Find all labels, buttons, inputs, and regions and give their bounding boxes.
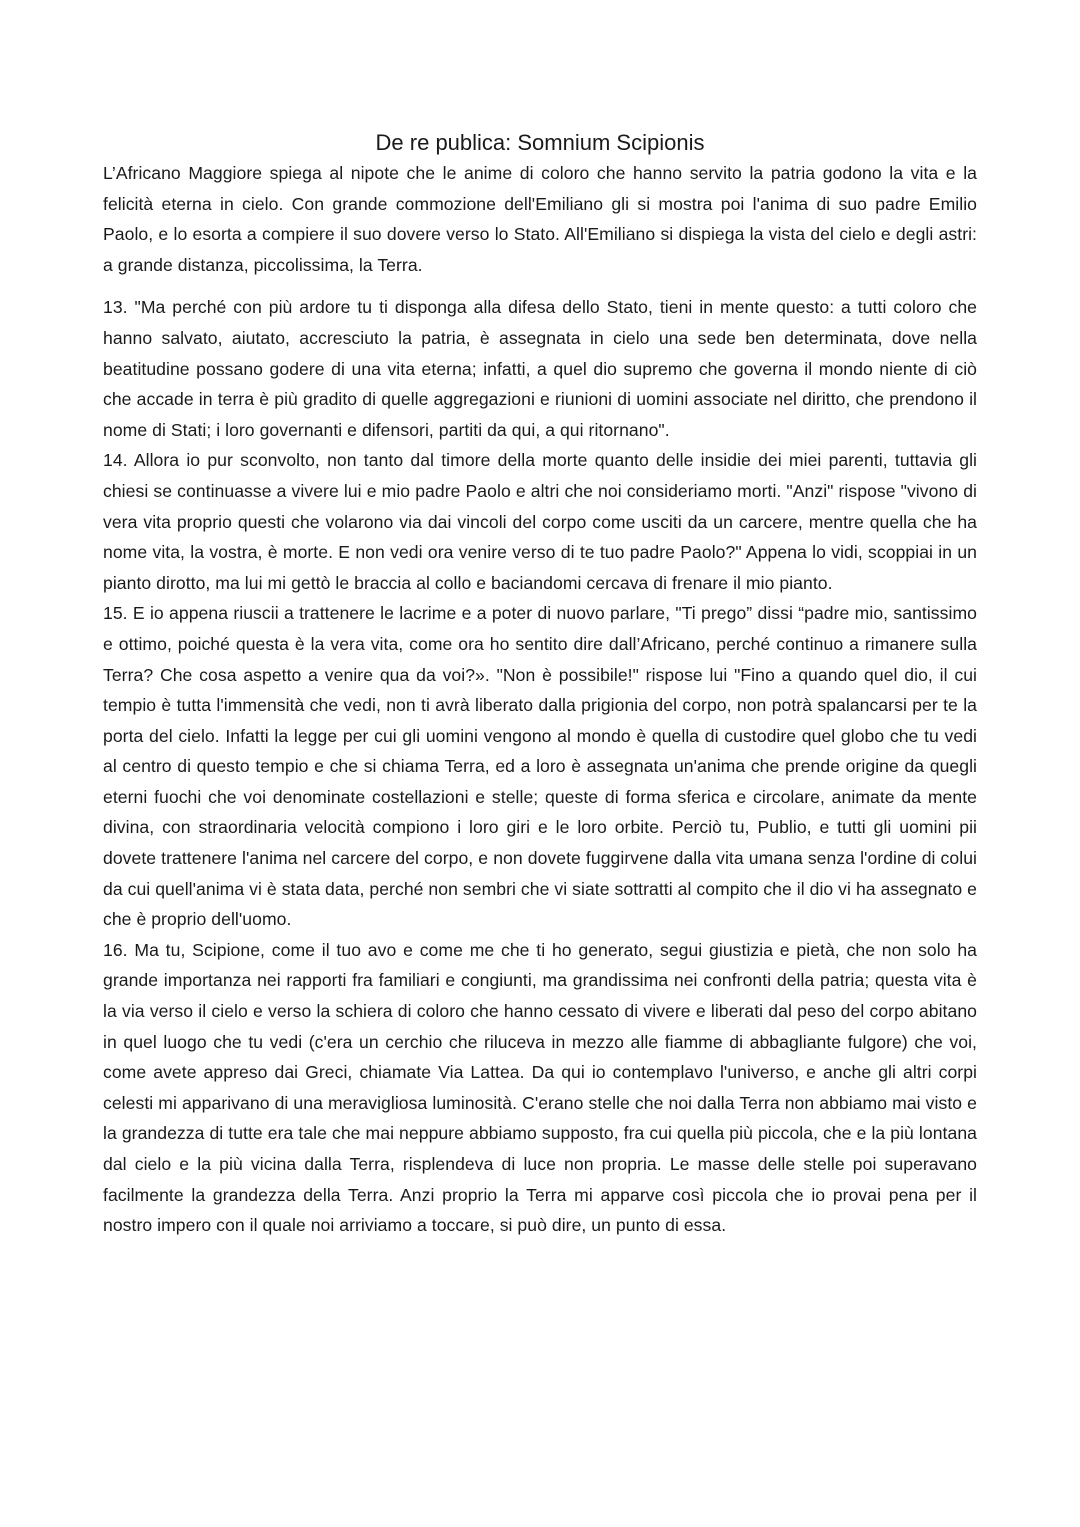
- intro-paragraph: L’Africano Maggiore spiega al nipote che le anime di coloro che hanno servito la patria godono la vita e la felicità eterna in cielo. Con grande commozione dell'Emiliano gli si mostra poi l'anima di suo padre Emilio Paolo, e lo esorta a compiere il suo dovere verso lo Stato. All'Emiliano si dispiega la vista del cielo e degli astri: a grande distanza, piccolissima, la Terra.: [103, 163, 977, 275]
- section-16-paragraph: 16. Ma tu, Scipione, come il tuo avo e come me che ti ho generato, segui giustizia e pietà, che non solo ha grande importanza nei rapporti fra familiari e congiunti, ma grandissima nei confronti della patria; questa vita è la via verso il cielo e verso la schiera di coloro che hanno cessato di vivere e liberati dal peso del corpo abitano in quel luogo che tu vedi (c'era un cerchio che riluceva in mezzo alle fiamme di abbagliante fulgore) che voi, come avete appreso dai Greci, chiamate Via Lattea. Da qui io contemplavo l'universo, e anche gli altri corpi celesti mi apparivano di una meravigliosa luminosità. C'erano stelle che noi dalla Terra non abbiamo mai visto e la grandezza di tutte era tale che mai neppure abbiamo supposto, fra cui quella più piccola, che e la più lontana dal cielo e la più vicina dalla Terra, risplendeva di luce non propria. Le masse delle stelle poi superavano facilmente la grandezza della Terra. Anzi proprio la Terra mi apparve così piccola che io provai pena per il nostro impero con il quale noi arriviamo a toccare, si può dire, un punto di essa.: [103, 939, 977, 1236]
- document-page: [103, 120, 977, 1241]
- section-14-paragraph: 14. Allora io pur sconvolto, non tanto dal timore della morte quanto delle insidie dei miei parenti, tuttavia gli chiesi se continuasse a vivere lui e mio padre Paolo e altri che noi consideriamo morti. "Anzi" rispose "vivono di vera vita proprio questi che volarono via dai vincoli del corpo come usciti da un carcere, mentre quella che ha nome vita, la vostra, è morte. E non vedi ora venire verso di te tuo padre Paolo?" Appena lo vidi, scoppiai in un pianto dirotto, ma lui mi gettò le braccia al collo e baciandomi cercava di frenare il mio pianto.: [103, 450, 977, 593]
- document-title: De re publica: Somnium Scipionis: [375, 130, 705, 155]
- section-13-paragraph: 13. "Ma perché con più ardore tu ti disponga alla difesa dello Stato, tieni in mente questo: a tutti coloro che hanno salvato, aiutato, accresciuto la patria, è assegnata in cielo una sede ben determinata, dove nella beatitudine possano godere di una vita eterna; infatti, a quel dio supremo che governa il mondo niente di ciò che accade in terra è più gradito di quelle aggregazioni e riunioni di uomini associate nel diritto, che prendono il nome di Stati; i loro governanti e difensori, partiti da qui, a qui ritornano".: [103, 297, 977, 440]
- sections-container: [103, 292, 977, 1240]
- section-15-paragraph: 15. E io appena riuscii a trattenere le lacrime e a poter di nuovo parlare, "Ti prego” dissi “padre mio, santissimo e ottimo, poiché questa è la vera vita, come ora ho sentito dire dall’Africano, perché continuo a rimanere sulla Terra? Che cosa aspetto a venire qua da voi?». "Non è possibile!" rispose lui "Fino a quando quel dio, il cui tempio è tutta l'immensità che vedi, non ti avrà liberato dalla prigionia del corpo, non potrà spalancarsi per te la porta del cielo. Infatti la legge per cui gli uomini vengono al mondo è quella di custodire quel globo che tu vedi al centro di questo tempio e che si chiama Terra, ed a loro è assegnata un'anima che prende origine da quegli eterni fuochi che voi denominate costellazioni e stelle; queste di forma sferica e circolare, animate da mente divina, con straordinaria velocità compiono i loro giri e le loro orbite. Perciò tu, Publio, e tutti gli uomini pii dovete trattenere l'anima nel carcere del corpo, e non dovete fuggirvene dalla vita umana senza l'ordine di colui da cui quell'anima vi è stata data, perché non sembri che vi siate sottratti al compito che il dio vi ha assegnato e che è proprio dell'uomo.: [103, 603, 977, 930]
